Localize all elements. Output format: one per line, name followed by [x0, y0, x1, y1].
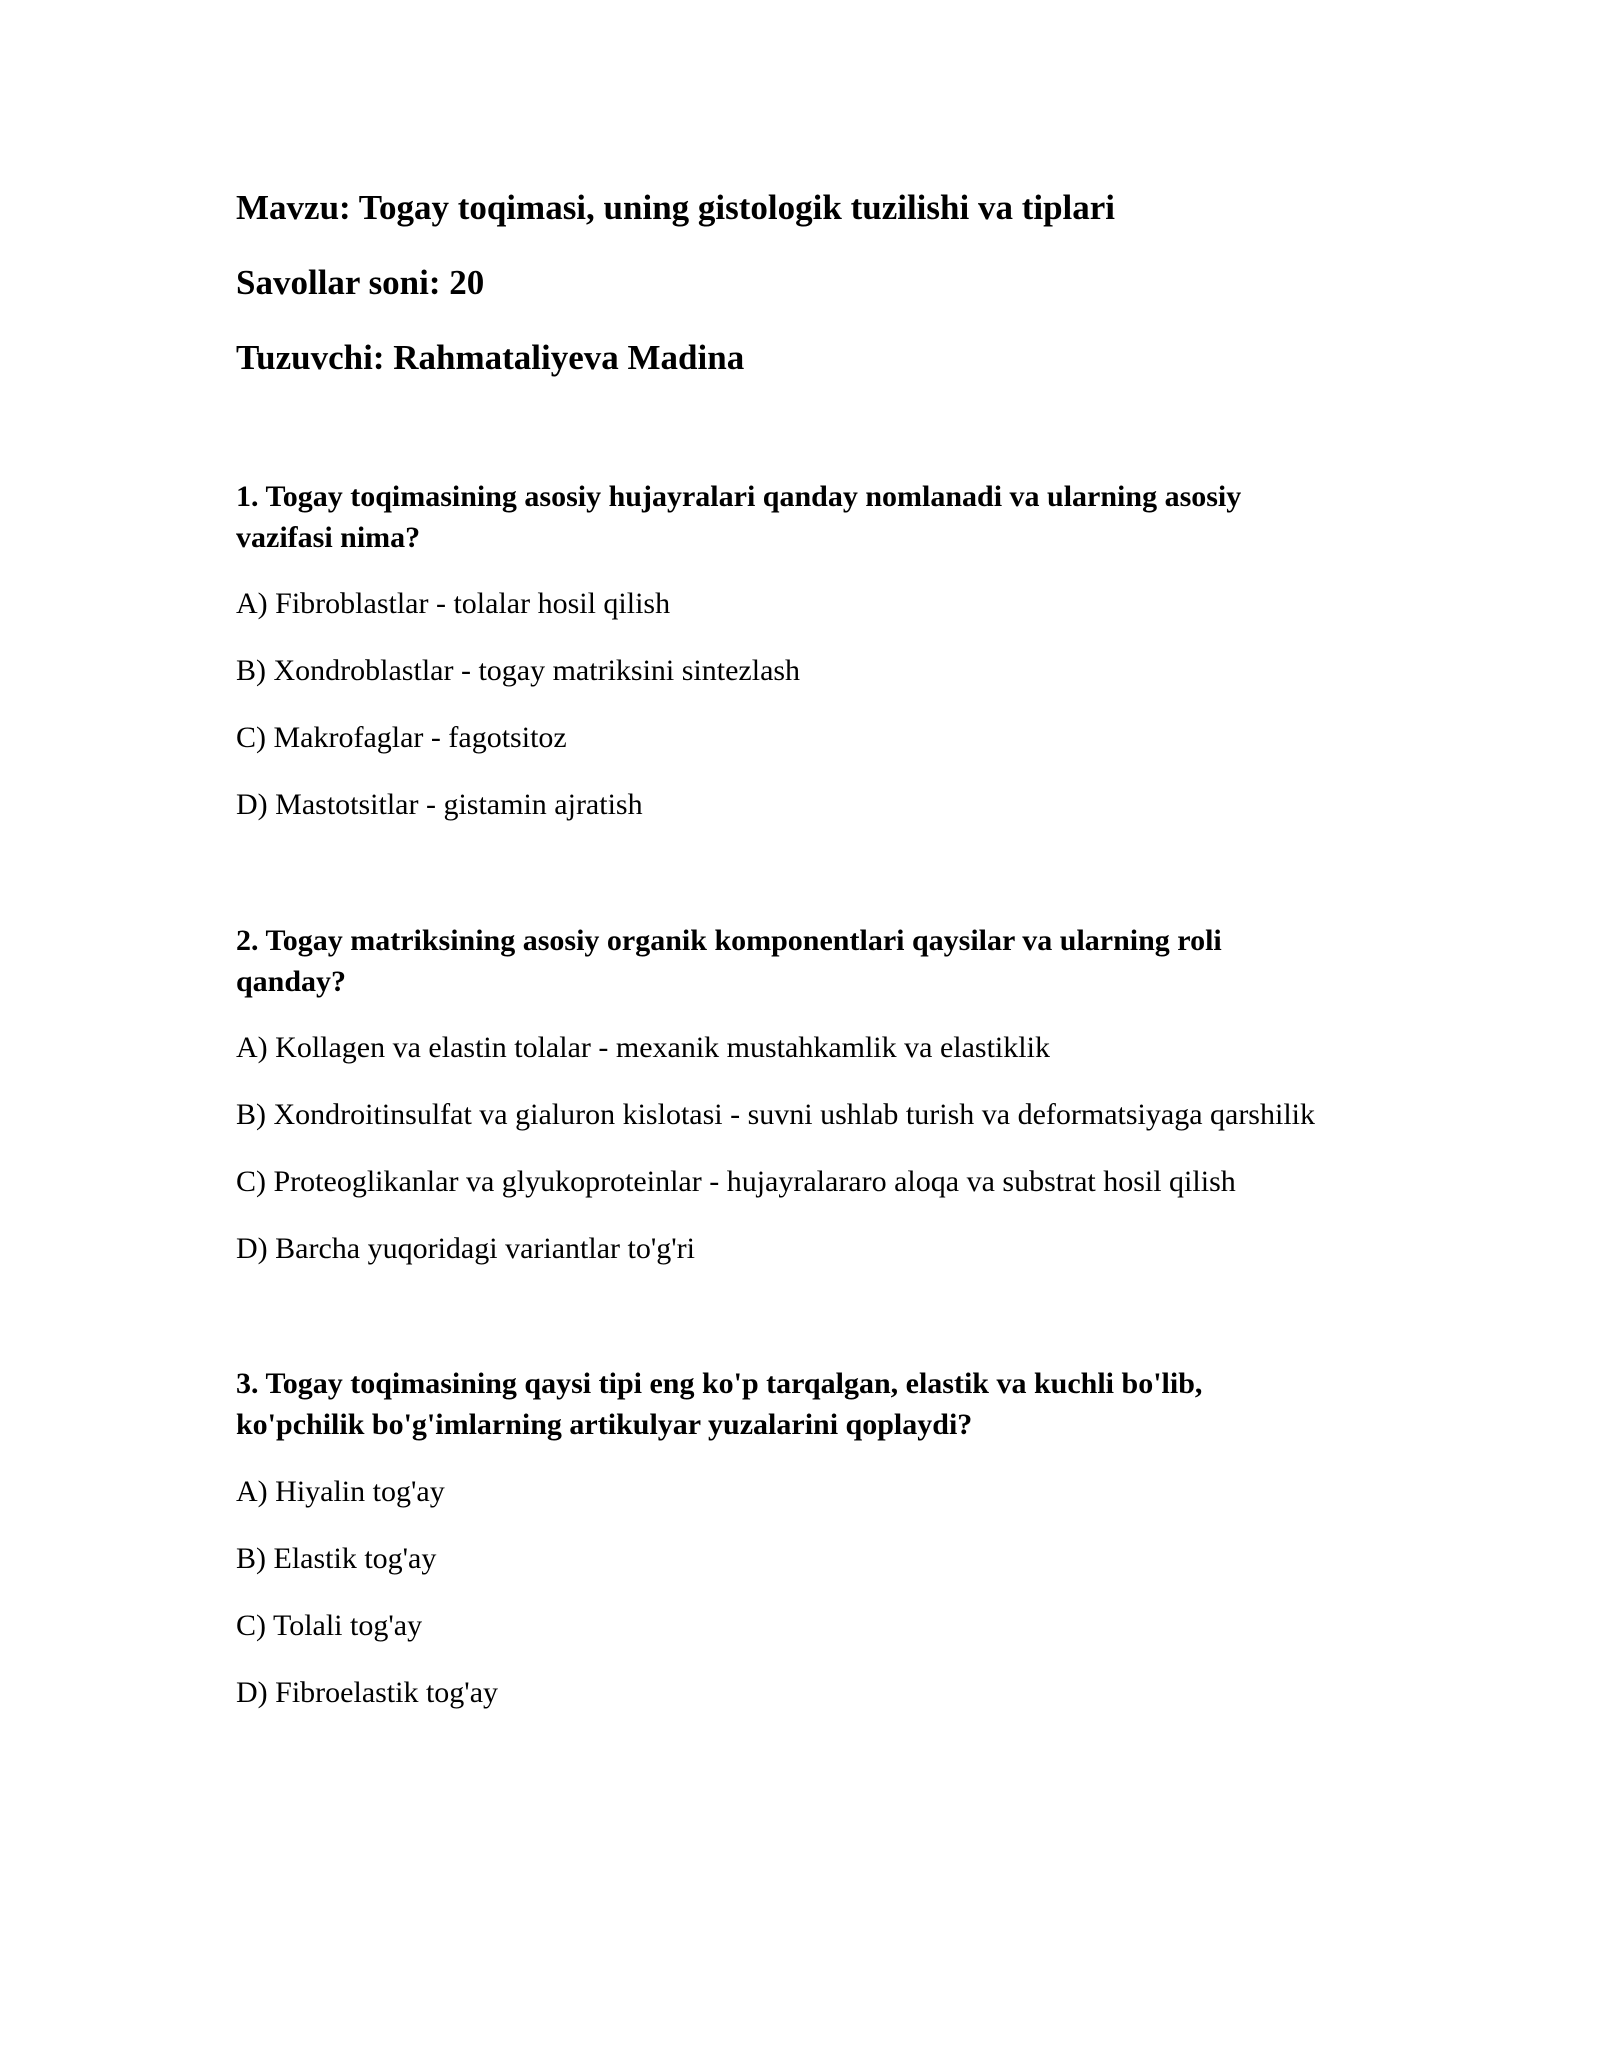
option-d: D) Mastotsitlar - gistamin ajratish: [236, 788, 643, 821]
option-c: C) Tolali tog'ay: [236, 1609, 423, 1642]
question-text-line: ko'pchilik bo'g'imlarning artikulyar yuzalarini qoplaydi?: [236, 1408, 973, 1441]
option-b: B) Elastik tog'ay: [236, 1542, 437, 1575]
question-text-line: qanday?: [236, 965, 347, 998]
option-c: C) Makrofaglar - fagotsitoz: [236, 721, 567, 754]
option-b: B) Xondroblastlar - togay matriksini sintezlash: [236, 654, 801, 687]
question-2: [236, 920, 1356, 1002]
option-b: B) Xondroitinsulfat va gialuron kislotasi - suvni ushlab turish va deformatsiyaga qarshilik: [236, 1098, 1315, 1131]
option-a: A) Hiyalin tog'ay: [236, 1475, 445, 1508]
question-count: Savollar soni: 20: [236, 263, 485, 302]
question-1: [236, 476, 1356, 558]
option-a: A) Fibroblastlar - tolalar hosil qilish: [236, 587, 671, 620]
author-line: Tuzuvchi: Rahmataliyeva Madina: [236, 338, 745, 377]
question-3: [236, 1363, 1356, 1445]
option-c: C) Proteoglikanlar va glyukoproteinlar - hujayralararo aloqa va substrat hosil qilish: [236, 1165, 1236, 1198]
question-text-line: 3. Togay toqimasining qaysi tipi eng ko'p tarqalgan, elastik va kuchli bo'lib,: [236, 1367, 1203, 1400]
question-text: [236, 920, 1356, 1002]
option-d: D) Barcha yuqoridagi variantlar to'g'ri: [236, 1232, 695, 1265]
question-text: [236, 1363, 1356, 1445]
question-text-line: vazifasi nima?: [236, 521, 421, 554]
question-text-line: 2. Togay matriksining asosiy organik komponentlari qaysilar va ularning roli: [236, 924, 1222, 957]
topic-heading: Mavzu: Togay toqimasi, uning gistologik tuzilishi va tiplari: [236, 188, 1116, 227]
option-d: D) Fibroelastik tog'ay: [236, 1676, 499, 1709]
option-a: A) Kollagen va elastin tolalar - mexanik mustahkamlik va elastiklik: [236, 1031, 1050, 1064]
question-text: [236, 476, 1356, 558]
question-text-line: 1. Togay toqimasining asosiy hujayralari qanday nomlanadi va ularning asosiy: [236, 480, 1242, 513]
